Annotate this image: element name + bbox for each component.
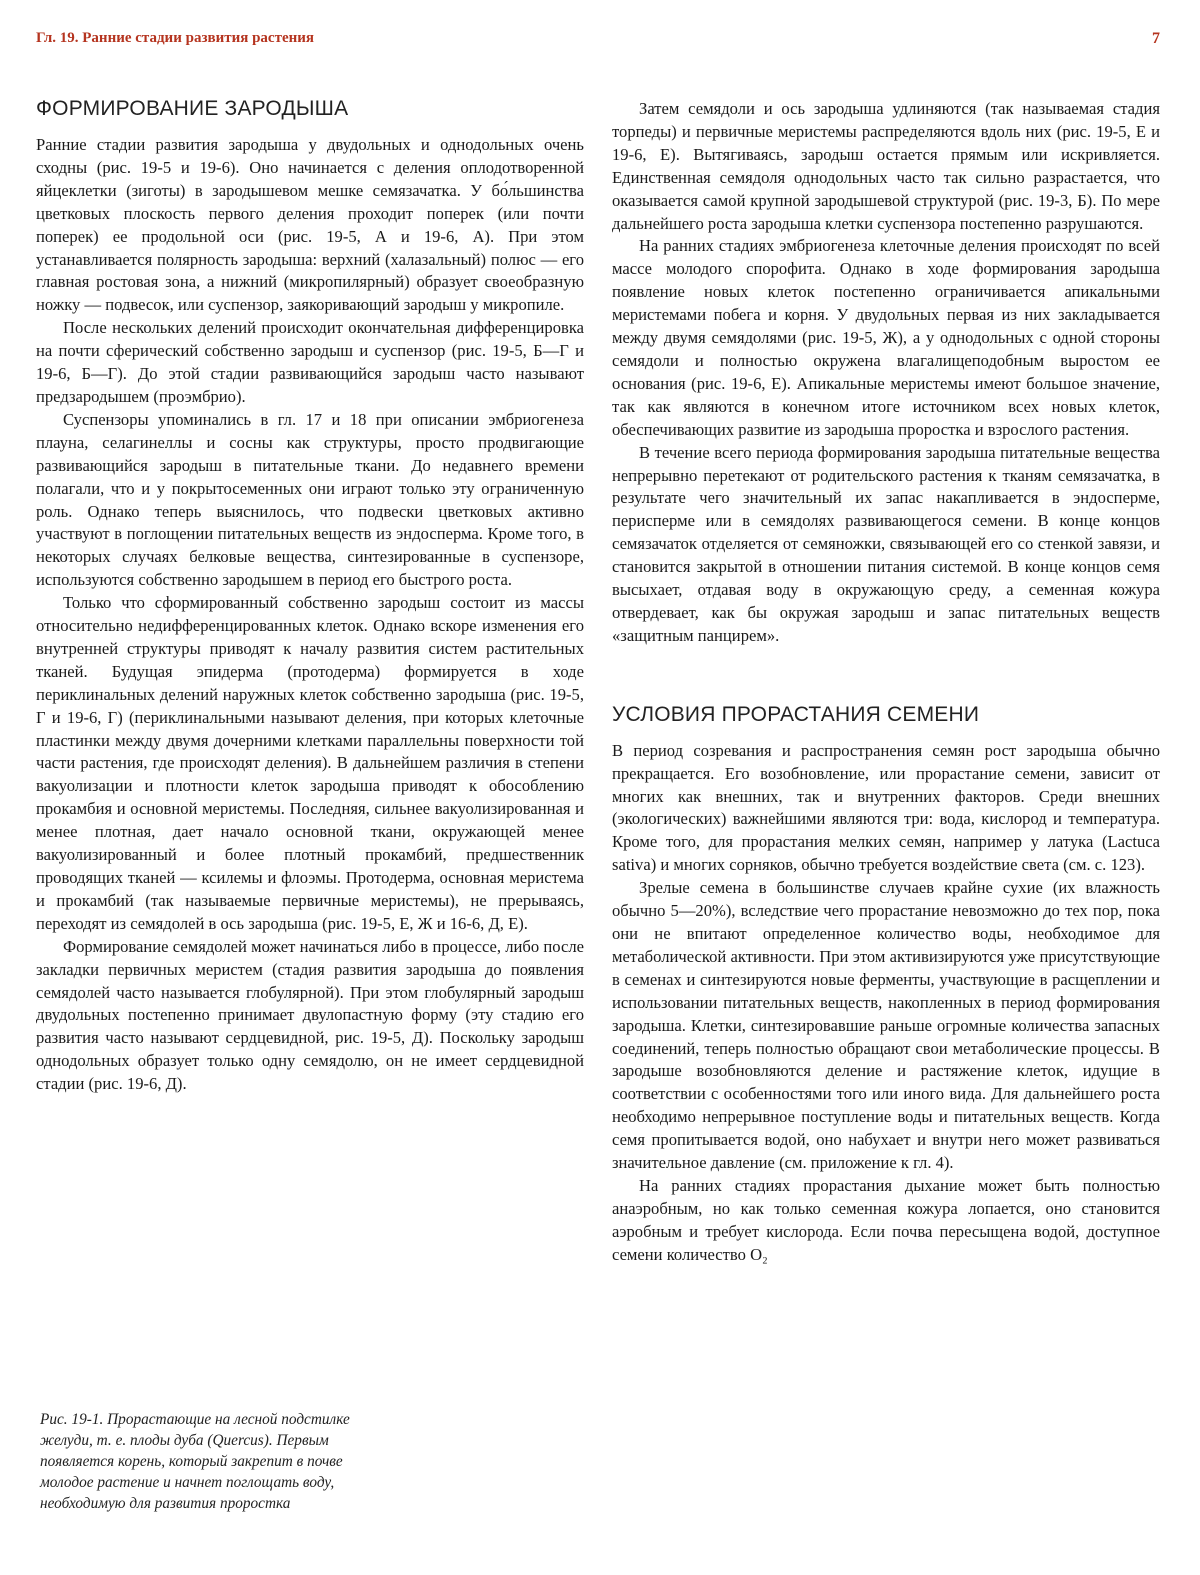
paragraph: Зрелые семена в большинстве случаев крайне сухие (их влажность обычно 5—20%), вследствие чего прорастание невозможно до тех пор, пока они не впитают определенное количество воды, необходимое для метаболической активности. При этом активизируются уже присутствующие в семенах и синтезируются новые ферменты, участвующие в расщеплении и использовании питательных веществ, накопленных в период формирования зародыша. Клетки, синтезировавшие раньше огромные количества запасных соединений, теперь полностью обращают свои метаболические процессы. В зародыше возобновляются деление и растяжение клеток, идущие в соответствии с особенностями того или иного вида. Для дальнейшего роста необходимо непрерывное поступление воды и питательных веществ. Когда семя пропитывается водой, оно набухает и внутри него может развиваться значительное давление (см. приложение к гл. 4). (612, 878, 1160, 1173)
section-heading-germination-conditions: УСЛОВИЯ ПРОРАСТАНИЯ СЕМЕНИ (612, 702, 980, 726)
paragraph: На ранних стадиях эмбриогенеза клеточные деления происходят по всей массе молодого спорофита. Однако в ходе формирования зародыша появление новых клеток постепенно ограничивается апикальными меристемами побега и корня. У двудольных первая из них закладывается между двумя семядолями (рис. 19-5, Ж), а у однодольных с одной стороны семядоли и полностью окружена влагалищеподобным выростом ее основания (рис. 19-6, Е). Апикальные меристемы имеют большое значение, так как являются в конечном итоге источником всех новых клеток, обеспечивающих развитие из зародыша проростка и взрослого растения. (612, 236, 1160, 439)
page-number: 7 (1152, 30, 1160, 47)
figure-caption: Рис. 19-1. Прорастающие на лесной подстилке желуди, т. е. плоды дуба (Quercus). Первым появляется корень, который закрепит в почве молодое растение и начнет поглощать воду, необходимую для развития проростка (40, 1411, 350, 1512)
paragraph: После нескольких делений происходит окончательная дифференцировка на почти сферический собственно зародыш и суспензор (рис. 19-5, Б—Г и 19-6, Б—Г). До этой стадии развивающийся зародыш часто называют предзародышем (проэмбрио). (36, 318, 584, 406)
paragraph: На ранних стадиях прорастания дыхание может быть полностью анаэробным, но как только семенная кожура лопается, оно становится аэробным и требует кислорода. Если почва пересыщена водой, доступное семени количество O₂ (612, 1175, 1160, 1264)
paragraph: Ранние стадии развития зародыша у двудольных и однодольных очень сходны (рис. 19-5 и 19-6). Оно начинается с деления оплодотворенной яйцеклетки (зиготы) в зародышевом мешке семязачатка. У бо́льшинства цветковых плоскость первого деления проходит поперек (или почти поперек) ее продольной оси (рис. 19-5, А и 19-6, А). При этом устанавливается полярность зародыша: верхний (халазальный) полюс — его главная ростовая зона, а нижний (микропилярный) образует своеобразную ножку — подвесок, или суспензор, заякоривающий зародыш у микропиле. (36, 135, 584, 315)
paragraph: В период созревания и распространения семян рост зародыша обычно прекращается. Его возобновление, или прорастание семени, зависит от многих как внешних, так и внутренних факторов. Среди внешних (экологических) важнейшими являются три: вода, кислород и температура. Кроме того, для прорастания мелких семян, например у латука (Lactuca sativa) и многих сорняков, обычно требуется воздействие света (см. с. 123). (612, 740, 1160, 875)
paragraph: В течение всего периода формирования зародыша питательные вещества непрерывно перетекают от родительского растения к тканям семязачатка, в результате чего значительный их запас накапливается в эндосперме, перисперме или в семядолях развивающегося семени. В конце концов семязачаток отделяется от семяножки, связывающей его со стенкой завязи, и становится закрытой в отношении питания системой. В конце концов семя высыхает, отдавая воду в окружающую среду, а семенная кожура отвердевает, как бы окружая зародыш и запас питательных веществ «защитным панцирем». (612, 442, 1160, 645)
paragraph: Формирование семядолей может начинаться либо в процессе, либо после закладки первичных меристем (стадия развития зародыша до появления семядолей часто называется глобулярной). При этом глобулярный зародыш двудольных постепенно принимает двулопастную форму (эту стадию его развития часто называют сердцевидной, рис. 19-5, Д). Поскольку зародыш однодольных образует только одну семядолю, он не имеет сердцевидной стадии (рис. 19-6, Д). (36, 936, 584, 1094)
left-column (36, 96, 584, 1096)
paragraph: Только что сформированный собственно зародыш состоит из массы относительно недифференцированных клеток. Однако вскоре изменения его внутренней структуры приводят к началу развития систем растительных тканей. Будущая эпидерма (протодерма) формируется в ходе периклинальных делений наружных клеток собственно зародыша (рис. 19-5, Г и 19-6, Г) (периклинальными называют деления, при которых клеточные пластинки между двумя дочерними клетками параллельны поверхности той части растения, где происходят деления). В дальнейшем различия в степени вакуолизации и плотности клеток зародыша приводят к обособлению прокамбия и основной меристемы. Последняя, сильнее вакуолизированная и менее плотная, дает начало основной ткани, окружающей менее вакуолизированный и более плотный прокамбий, предшественник проводящих тканей — ксилемы и флоэмы. Протодерма, основная меристема и прокамбий (так называемые первичные меристемы), не прерываясь, переходят из семядолей в ось зародыша (рис. 19-5, Е, Ж и 16-6, Д, Е). (36, 593, 584, 933)
section-heading-embryo-formation: ФОРМИРОВАНИЕ ЗАРОДЫША (36, 97, 349, 120)
running-title: Гл. 19. Ранние стадии развития растения (36, 30, 315, 46)
paragraph: Суспензоры упоминались в гл. 17 и 18 при описании эмбриогенеза плауна, селагинеллы и сосны как структуры, просто продвигающие развивающийся зародыш в питательные ткани. До недавнего времени полагали, что и у покрытосеменных они играют только эту ограниченную роль. Однако теперь выяснилось, что подвески цветковых активно участвуют в поглощении питательных веществ из эндосперма. Кроме того, в некоторых случаях белковые вещества, синтезированные в суспензоре, используются собственно зародышем в период его быстрого роста. (36, 409, 584, 590)
paragraph: Затем семядоли и ось зародыша удлиняются (так называемая стадия торпеды) и первичные меристемы распределяются вдоль них (рис. 19-5, Е и 19-6, Е). Вытягиваясь, зародыш остается прямым или искривляется. Единственная семядоля однодольных часто так сильно разрастается, что оказывается самой крупной зародышевой структурой (рис. 19-3, Б). По мере дальнейшего роста зародыша клетки суспензора постепенно разрушаются. (612, 99, 1160, 233)
right-column (612, 98, 1160, 1267)
